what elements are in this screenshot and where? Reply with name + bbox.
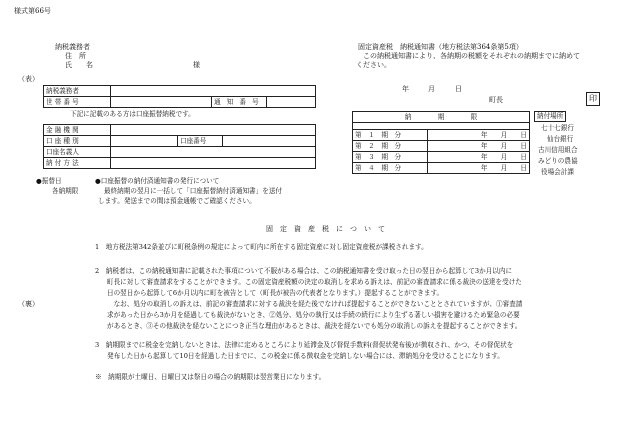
transfer-date-label: ●振替日 <box>36 177 62 185</box>
notice-no-value <box>267 97 316 108</box>
notice-no-label: 通 知 番 号 <box>212 97 267 108</box>
date-month: 月 <box>428 85 435 93</box>
payer-no-label: 納税義務者 <box>44 86 111 97</box>
bank-town-office: 役場会計課 <box>541 168 574 176</box>
notice-line-2: ください。 <box>356 61 391 69</box>
payer-no-value <box>111 86 316 97</box>
notice-line-1: この納税通知書により、各納期の税額をそれぞれの納期までに納めて <box>356 52 580 60</box>
payer-info-table <box>43 85 316 108</box>
household-no-value <box>111 97 212 108</box>
bank-furukawa: 古川信用組合 <box>538 146 578 154</box>
transfer-note-1: ●口座振替の納付済通知書の発行について <box>95 177 220 185</box>
installment-1-date: 年 月 日 <box>428 130 530 141</box>
para-2-line-1: 2 納税者は、この納税通知書に記載された事項について不服がある場合は、この納税通知書を受け取った日の翌日から起算して3か月以内に <box>95 267 513 275</box>
installment-2-date: 年 月 日 <box>428 141 530 152</box>
period-header: 納 期 限 <box>353 112 530 123</box>
bank-sendai: 仙台銀行 <box>547 135 574 143</box>
installment-2-label: 第 ２ 期 分 <box>353 141 428 152</box>
account-no-label: 口座番号 <box>178 136 223 147</box>
name-label: 氏 名 <box>65 61 93 69</box>
transfer-date-value: 各納期限 <box>52 187 79 195</box>
para-2-line-6: があるとき、③その他裁決を経ないことにつき正当な理由があるときは、裁決を経ないでも処分の取消しの訴えを提起することができます。 <box>107 322 522 330</box>
para-2-line-5: 求があった日から3か月を経過しても裁決がないとき、②処分、処分の執行又は手続の続行により生ずる著しい損害を避けるため緊急の必要 <box>107 311 520 319</box>
footnote: ※ 納期限が土曜日、日曜日又は祭日の場合の納期限は翌営業日になります。 <box>95 373 326 381</box>
installment-1-label: 第 １ 期 分 <box>353 130 428 141</box>
side-back-label: （裏） <box>18 300 39 308</box>
bank-77: 七十七銀行 <box>541 124 574 132</box>
official-seal-mark: 印 <box>586 92 600 106</box>
transfer-note-3: します。発送までの間は預金通帳でご確認ください。 <box>98 197 256 205</box>
installment-4-label: 第 ４ 期 分 <box>353 163 428 174</box>
household-no-label: 世 帯 番 号 <box>44 97 111 108</box>
holder-value <box>111 147 316 158</box>
payment-place-header: 納付場所 <box>534 111 566 122</box>
notice-title: 固定資産税 納税通知書（地方税法第364条第5項） <box>358 43 523 51</box>
address-label: 住 所 <box>65 52 86 60</box>
honorific: 様 <box>193 61 200 69</box>
installment-3-date: 年 月 日 <box>428 152 530 163</box>
transfer-note-2: 最終納期の翌月に一括して「口座振替納付済通知書」を送付 <box>104 187 283 195</box>
payer-heading: 納税義務者 <box>55 43 90 51</box>
installment-3-label: 第 ３ 期 分 <box>353 152 428 163</box>
date-year: 年 <box>402 85 409 93</box>
method-value <box>111 158 316 169</box>
para-2-line-2: 町長に対して審査請求をすることができます。この固定資産税額の決定の取消しを求める訴えは、前記の審査請求に係る裁決の送達を受けた <box>107 278 522 286</box>
bank-table <box>43 124 316 169</box>
institution-value <box>111 125 316 136</box>
para-3-line-1: 3 納期限までに税金を完納しないときは、法律に定めるところにより延滞金及び督促手数料(督促状発布後)が徴収され、かつ、その督促状を <box>95 341 514 349</box>
para-1: 1 地方税法第342条並びに町税条例の規定によって町内に所在する固定資産に対し固定資産税が課税されます。 <box>95 243 428 251</box>
date-day: 日 <box>455 85 462 93</box>
side-front-label: （表） <box>18 75 39 83</box>
para-2-line-3: 日の翌日から起算して6か月以内に町を被告として（町長が被告の代表者となります。）提起することができます。 <box>107 289 444 297</box>
method-label: 納 付 方 法 <box>44 158 111 169</box>
para-3-line-2: 発布した日から起算して10日を経過した日までに、この税金に係る徴収金を完納しない場合には、滞納処分を受けることになります。 <box>107 352 504 360</box>
mayor-label: 町長 <box>489 96 503 104</box>
account-no-value <box>223 136 316 147</box>
account-type-value <box>111 136 178 147</box>
holder-label: 口座名義人 <box>44 147 111 158</box>
account-type-label: 口 座 種 別 <box>44 136 111 147</box>
institution-label: 金 融 機 関 <box>44 125 111 136</box>
installments-table <box>352 111 530 174</box>
bank-note: 下記に記載のある方は口座振替納税です。 <box>70 110 195 118</box>
para-2-line-4: なお、処分の取消しの訴えは、前記の審査請求に対する裁決を経た後でなければ提起することができないこととされていますが、①審査請 <box>107 300 523 308</box>
form-number: 様式第66号 <box>14 7 51 15</box>
installment-4-date: 年 月 日 <box>428 163 530 174</box>
section-title: 固 定 資 産 税 に つ い て <box>266 225 385 233</box>
bank-midori: みどりの農協 <box>538 157 578 165</box>
